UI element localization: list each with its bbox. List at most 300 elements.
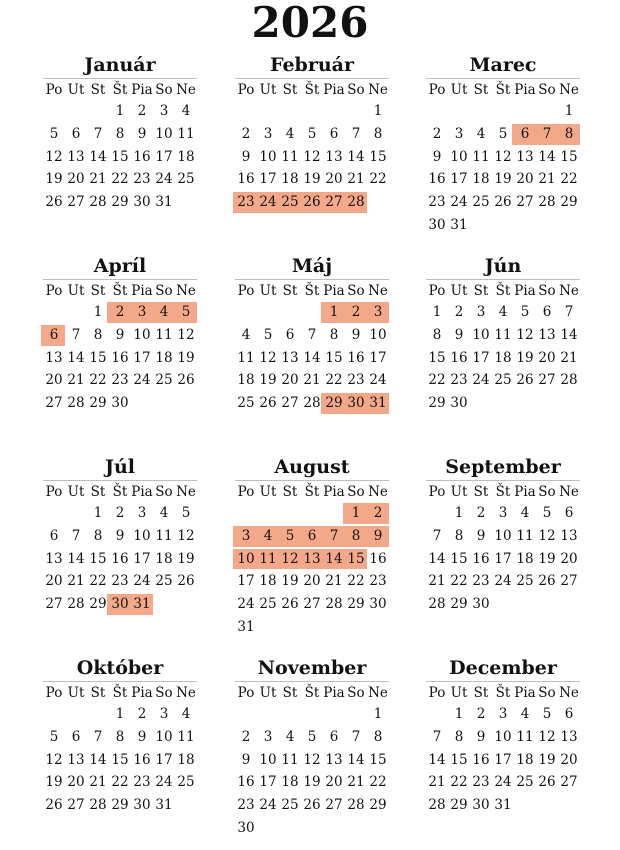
day-cell: 31 bbox=[450, 217, 468, 233]
day-cell: 8 bbox=[432, 326, 442, 343]
day-cell: 11 bbox=[516, 728, 534, 745]
day-cell: 15 bbox=[560, 148, 578, 165]
day-cell-highlighted: 4 bbox=[159, 304, 169, 320]
weekday-label: So bbox=[155, 484, 173, 500]
month-name: Október bbox=[76, 657, 164, 679]
day-cell: 23 bbox=[237, 797, 255, 814]
day-cell: 2 bbox=[137, 706, 147, 722]
day-cell: 10 bbox=[450, 148, 468, 165]
day-cell: 10 bbox=[472, 326, 490, 343]
day-cell: 25 bbox=[259, 596, 277, 613]
day-cell: 11 bbox=[281, 148, 299, 165]
day-cell: 26 bbox=[45, 194, 63, 211]
day-cell: 17 bbox=[237, 573, 255, 590]
day-cell: 9 bbox=[137, 728, 147, 745]
day-cell: 20 bbox=[538, 349, 556, 366]
weekday-label: Ut bbox=[259, 82, 277, 98]
month-divider bbox=[43, 78, 197, 79]
day-cell: 30 bbox=[428, 217, 446, 233]
day-cell: 31 bbox=[155, 194, 173, 211]
weekday-header bbox=[426, 683, 580, 703]
day-cell: 22 bbox=[428, 372, 446, 389]
weekday-label: Št bbox=[495, 484, 511, 500]
day-cell: 14 bbox=[67, 349, 85, 366]
day-cell: 24 bbox=[155, 774, 173, 791]
day-cell: 25 bbox=[155, 573, 173, 590]
day-cell: 22 bbox=[111, 774, 129, 791]
weekday-label: Po bbox=[237, 283, 255, 299]
day-cell: 6 bbox=[542, 304, 552, 320]
day-cell: 5 bbox=[307, 728, 317, 745]
weekday-label: Po bbox=[237, 82, 255, 98]
day-cell: 17 bbox=[259, 774, 277, 791]
day-cell: 16 bbox=[133, 148, 151, 165]
day-cell: 2 bbox=[241, 728, 251, 745]
day-cell: 2 bbox=[137, 103, 147, 119]
day-cell-highlighted: 30 bbox=[347, 395, 365, 412]
day-cell-highlighted: 10 bbox=[237, 550, 255, 567]
weekday-label: Ut bbox=[67, 82, 85, 98]
day-cell: 20 bbox=[516, 171, 534, 188]
day-cell: 3 bbox=[498, 505, 508, 521]
day-cell: 24 bbox=[369, 372, 387, 389]
day-cell: 18 bbox=[494, 349, 512, 366]
day-cell: 15 bbox=[89, 349, 107, 366]
weekday-label: St bbox=[90, 484, 106, 500]
weekday-label: So bbox=[538, 685, 556, 701]
day-cell: 31 bbox=[237, 619, 255, 635]
day-cell: 24 bbox=[472, 372, 490, 389]
day-cell: 4 bbox=[181, 103, 191, 119]
day-cell: 21 bbox=[67, 573, 85, 590]
day-cell: 20 bbox=[67, 774, 85, 791]
day-cell: 12 bbox=[538, 728, 556, 745]
day-cell: 23 bbox=[428, 194, 446, 211]
day-cell: 7 bbox=[432, 527, 442, 544]
day-cell: 6 bbox=[71, 125, 81, 142]
day-cell-highlighted: 8 bbox=[564, 125, 574, 142]
day-cell-highlighted: 2 bbox=[373, 505, 383, 521]
day-cell: 28 bbox=[303, 395, 321, 412]
day-cell: 7 bbox=[71, 326, 81, 343]
day-cell: 3 bbox=[476, 304, 486, 320]
day-cell: 1 bbox=[93, 505, 103, 521]
day-cell: 7 bbox=[351, 728, 361, 745]
weekday-label: Po bbox=[237, 484, 255, 500]
day-cell: 25 bbox=[472, 194, 490, 211]
day-cell: 3 bbox=[159, 706, 169, 722]
day-cell: 19 bbox=[45, 171, 63, 188]
day-cell: 18 bbox=[237, 372, 255, 389]
weekday-label: Po bbox=[428, 484, 446, 500]
day-cell: 13 bbox=[45, 550, 63, 567]
month-divider bbox=[235, 480, 389, 481]
day-cell: 28 bbox=[560, 372, 578, 389]
day-cell: 30 bbox=[133, 194, 151, 211]
day-cell: 9 bbox=[115, 527, 125, 544]
day-cell: 18 bbox=[516, 550, 534, 567]
day-cell: 9 bbox=[137, 125, 147, 142]
day-cell: 29 bbox=[347, 596, 365, 613]
weekday-label: Ut bbox=[450, 685, 468, 701]
day-cell-highlighted: 29 bbox=[325, 395, 343, 412]
month-name: September bbox=[445, 456, 561, 478]
month-name: December bbox=[449, 657, 557, 679]
month-3 bbox=[43, 253, 197, 412]
day-cell: 26 bbox=[281, 596, 299, 613]
day-cell-highlighted: 24 bbox=[259, 194, 277, 211]
day-cell-highlighted: 23 bbox=[237, 194, 255, 211]
day-cell: 12 bbox=[538, 527, 556, 544]
weekday-label: Po bbox=[428, 685, 446, 701]
day-cell: 21 bbox=[89, 774, 107, 791]
weekday-label: Pia bbox=[323, 484, 345, 500]
day-cell: 15 bbox=[428, 349, 446, 366]
day-cell: 20 bbox=[325, 171, 343, 188]
day-cell: 18 bbox=[155, 349, 173, 366]
month-divider bbox=[43, 279, 197, 280]
day-cell: 16 bbox=[369, 550, 387, 567]
day-cell: 19 bbox=[516, 349, 534, 366]
day-cell: 6 bbox=[71, 728, 81, 745]
weekday-label: So bbox=[347, 283, 365, 299]
day-cell: 9 bbox=[351, 326, 361, 343]
day-cell: 13 bbox=[45, 349, 63, 366]
day-cell: 25 bbox=[516, 774, 534, 791]
day-cell: 29 bbox=[111, 194, 129, 211]
day-cell: 22 bbox=[560, 171, 578, 188]
month-name: Júl bbox=[104, 456, 136, 478]
day-cell: 1 bbox=[93, 304, 103, 320]
weekday-label: Po bbox=[45, 283, 63, 299]
day-cell: 3 bbox=[137, 505, 147, 521]
weekday-label: So bbox=[155, 82, 173, 98]
day-cell: 13 bbox=[325, 751, 343, 768]
weekday-label: Ne bbox=[368, 484, 388, 500]
weekday-label: Pia bbox=[131, 82, 153, 98]
day-cell: 23 bbox=[133, 171, 151, 188]
day-cell: 12 bbox=[303, 148, 321, 165]
day-cell: 19 bbox=[303, 171, 321, 188]
day-cell: 27 bbox=[67, 797, 85, 814]
day-cell-highlighted: 15 bbox=[347, 550, 365, 567]
day-cell: 21 bbox=[89, 171, 107, 188]
weekday-label: Po bbox=[237, 685, 255, 701]
day-cell: 15 bbox=[369, 751, 387, 768]
day-cell: 29 bbox=[89, 395, 107, 412]
day-cell: 3 bbox=[263, 125, 273, 142]
day-cell: 27 bbox=[325, 797, 343, 814]
month-9 bbox=[43, 655, 197, 814]
day-cell: 9 bbox=[115, 326, 125, 343]
day-cell: 19 bbox=[281, 573, 299, 590]
day-cell-highlighted: 7 bbox=[542, 125, 552, 142]
day-cell: 21 bbox=[428, 774, 446, 791]
day-cell: 13 bbox=[325, 148, 343, 165]
day-cell: 22 bbox=[450, 774, 468, 791]
day-cell: 16 bbox=[237, 171, 255, 188]
day-cell-highlighted: 25 bbox=[281, 194, 299, 211]
month-8 bbox=[426, 454, 580, 613]
weekday-label: Pia bbox=[323, 685, 345, 701]
weekday-label: Pia bbox=[323, 283, 345, 299]
day-cell: 13 bbox=[560, 728, 578, 745]
day-cell: 10 bbox=[494, 728, 512, 745]
day-cell: 20 bbox=[560, 751, 578, 768]
weekday-label: Ne bbox=[368, 685, 388, 701]
weekday-label: St bbox=[90, 82, 106, 98]
day-cell: 8 bbox=[373, 125, 383, 142]
day-cell: 4 bbox=[520, 505, 530, 521]
day-cell-highlighted: 11 bbox=[259, 550, 277, 567]
day-cell: 9 bbox=[454, 326, 464, 343]
weekday-header bbox=[426, 482, 580, 502]
day-cell: 7 bbox=[432, 728, 442, 745]
day-cell: 19 bbox=[177, 550, 195, 567]
month-6 bbox=[43, 454, 197, 613]
weekday-label: Št bbox=[304, 685, 320, 701]
weekday-label: Ut bbox=[67, 283, 85, 299]
month-name: November bbox=[257, 657, 367, 679]
day-cell: 18 bbox=[281, 774, 299, 791]
day-cell: 10 bbox=[133, 326, 151, 343]
day-cell: 22 bbox=[347, 573, 365, 590]
day-cell-highlighted: 9 bbox=[373, 527, 383, 544]
day-cell: 29 bbox=[450, 797, 468, 814]
day-cell: 17 bbox=[259, 171, 277, 188]
weekday-label: Pia bbox=[323, 82, 345, 98]
day-cell: 25 bbox=[237, 395, 255, 412]
month-divider bbox=[43, 681, 197, 682]
day-cell: 28 bbox=[67, 596, 85, 613]
day-cell: 30 bbox=[450, 395, 468, 412]
day-cell: 10 bbox=[259, 148, 277, 165]
day-cell: 23 bbox=[450, 372, 468, 389]
day-cell: 20 bbox=[67, 171, 85, 188]
day-cell: 3 bbox=[159, 103, 169, 119]
day-cell: 19 bbox=[538, 550, 556, 567]
day-cell: 26 bbox=[516, 372, 534, 389]
month-4 bbox=[235, 253, 389, 412]
weekday-header bbox=[43, 482, 197, 502]
month-divider bbox=[426, 681, 580, 682]
weekday-header bbox=[426, 80, 580, 100]
day-cell: 9 bbox=[241, 751, 251, 768]
day-cell: 11 bbox=[472, 148, 490, 165]
day-cell: 16 bbox=[111, 349, 129, 366]
day-cell: 14 bbox=[89, 751, 107, 768]
day-cell-highlighted: 3 bbox=[241, 527, 251, 544]
day-cell-highlighted: 7 bbox=[329, 527, 339, 544]
day-cell: 25 bbox=[281, 797, 299, 814]
day-cell: 3 bbox=[498, 706, 508, 722]
day-cell: 12 bbox=[494, 148, 512, 165]
weekday-label: Št bbox=[112, 685, 128, 701]
weekday-label: Ut bbox=[259, 484, 277, 500]
day-cell: 17 bbox=[133, 349, 151, 366]
day-cell: 12 bbox=[259, 349, 277, 366]
day-cell: 28 bbox=[89, 797, 107, 814]
day-cell: 17 bbox=[369, 349, 387, 366]
weekday-header bbox=[235, 80, 389, 100]
day-cell: 15 bbox=[325, 349, 343, 366]
day-cell: 30 bbox=[472, 596, 490, 613]
day-cell: 6 bbox=[564, 706, 574, 722]
weekday-label: Št bbox=[112, 82, 128, 98]
weekday-header bbox=[426, 281, 580, 301]
day-cell: 20 bbox=[303, 573, 321, 590]
day-cell: 10 bbox=[259, 751, 277, 768]
day-cell-highlighted: 6 bbox=[49, 326, 59, 343]
day-cell: 17 bbox=[133, 550, 151, 567]
day-cell: 5 bbox=[542, 706, 552, 722]
day-cell: 24 bbox=[155, 171, 173, 188]
month-name: Apríl bbox=[93, 255, 147, 277]
day-cell: 11 bbox=[155, 527, 173, 544]
day-cell: 15 bbox=[111, 751, 129, 768]
weekday-header bbox=[235, 683, 389, 703]
day-cell: 4 bbox=[285, 728, 295, 745]
day-cell: 27 bbox=[303, 596, 321, 613]
day-cell: 22 bbox=[450, 573, 468, 590]
weekday-label: St bbox=[282, 484, 298, 500]
day-cell: 12 bbox=[303, 751, 321, 768]
day-cell: 9 bbox=[241, 148, 251, 165]
day-cell: 28 bbox=[89, 194, 107, 211]
day-cell: 21 bbox=[347, 774, 365, 791]
day-cell: 6 bbox=[285, 326, 295, 343]
day-cell: 4 bbox=[520, 706, 530, 722]
day-cell: 6 bbox=[49, 527, 59, 544]
day-cell-highlighted: 30 bbox=[111, 596, 129, 613]
day-cell: 28 bbox=[67, 395, 85, 412]
month-0 bbox=[43, 52, 197, 211]
day-cell: 15 bbox=[369, 148, 387, 165]
day-cell-highlighted: 31 bbox=[133, 596, 151, 613]
weekday-label: Po bbox=[428, 283, 446, 299]
day-cell: 17 bbox=[450, 171, 468, 188]
day-cell: 23 bbox=[111, 372, 129, 389]
day-cell-highlighted: 4 bbox=[263, 527, 273, 544]
day-cell: 28 bbox=[538, 194, 556, 211]
day-cell-highlighted: 3 bbox=[373, 304, 383, 320]
day-cell: 1 bbox=[454, 706, 464, 722]
weekday-label: St bbox=[282, 283, 298, 299]
weekday-label: Št bbox=[112, 484, 128, 500]
day-cell: 17 bbox=[155, 751, 173, 768]
day-cell: 1 bbox=[115, 103, 125, 119]
day-cell: 11 bbox=[281, 751, 299, 768]
weekday-label: So bbox=[155, 685, 173, 701]
day-cell: 30 bbox=[472, 797, 490, 814]
day-cell-highlighted: 27 bbox=[325, 194, 343, 211]
weekday-label: So bbox=[347, 82, 365, 98]
day-cell: 11 bbox=[177, 728, 195, 745]
month-1 bbox=[235, 52, 389, 211]
day-cell: 19 bbox=[259, 372, 277, 389]
day-cell: 11 bbox=[177, 125, 195, 142]
day-cell: 5 bbox=[49, 728, 59, 745]
weekday-label: Ut bbox=[259, 283, 277, 299]
month-name: Máj bbox=[291, 255, 333, 277]
day-cell: 8 bbox=[329, 326, 339, 343]
day-cell: 7 bbox=[351, 125, 361, 142]
day-cell: 6 bbox=[329, 125, 339, 142]
month-divider bbox=[235, 279, 389, 280]
day-cell: 15 bbox=[111, 148, 129, 165]
weekday-label: Pia bbox=[514, 82, 536, 98]
day-cell: 20 bbox=[560, 550, 578, 567]
weekday-label: Pia bbox=[514, 685, 536, 701]
day-cell: 26 bbox=[45, 797, 63, 814]
day-cell: 16 bbox=[450, 349, 468, 366]
day-cell: 27 bbox=[281, 395, 299, 412]
month-5 bbox=[426, 253, 580, 412]
month-divider bbox=[235, 78, 389, 79]
weekday-label: Ut bbox=[67, 685, 85, 701]
day-cell: 13 bbox=[516, 148, 534, 165]
month-divider bbox=[426, 279, 580, 280]
day-cell: 29 bbox=[450, 596, 468, 613]
day-cell: 14 bbox=[89, 148, 107, 165]
day-cell: 8 bbox=[93, 326, 103, 343]
day-cell: 4 bbox=[476, 125, 486, 142]
day-cell: 27 bbox=[67, 194, 85, 211]
weekday-header bbox=[235, 281, 389, 301]
weekday-label: Ne bbox=[368, 82, 388, 98]
day-cell: 21 bbox=[347, 171, 365, 188]
day-cell: 26 bbox=[303, 797, 321, 814]
weekday-label: St bbox=[90, 685, 106, 701]
day-cell: 29 bbox=[111, 797, 129, 814]
day-cell-highlighted: 1 bbox=[329, 304, 339, 320]
weekday-label: Št bbox=[304, 283, 320, 299]
weekday-label: Po bbox=[45, 82, 63, 98]
day-cell: 5 bbox=[263, 326, 273, 343]
day-cell: 21 bbox=[303, 372, 321, 389]
day-cell: 5 bbox=[542, 505, 552, 521]
day-cell-highlighted: 13 bbox=[303, 550, 321, 567]
weekday-label: St bbox=[473, 685, 489, 701]
weekday-label: St bbox=[282, 82, 298, 98]
weekday-label: Ut bbox=[259, 685, 277, 701]
weekday-label: Ne bbox=[176, 685, 196, 701]
day-cell: 28 bbox=[428, 797, 446, 814]
day-cell: 24 bbox=[494, 774, 512, 791]
day-cell: 28 bbox=[325, 596, 343, 613]
day-cell: 25 bbox=[516, 573, 534, 590]
day-cell: 10 bbox=[369, 326, 387, 343]
day-cell: 28 bbox=[347, 797, 365, 814]
day-cell: 16 bbox=[237, 774, 255, 791]
month-name: Marec bbox=[469, 54, 537, 76]
month-divider bbox=[235, 681, 389, 682]
day-cell: 12 bbox=[45, 148, 63, 165]
day-cell: 8 bbox=[373, 728, 383, 745]
weekday-label: St bbox=[473, 484, 489, 500]
weekday-label: Pia bbox=[131, 685, 153, 701]
day-cell: 16 bbox=[133, 751, 151, 768]
weekday-label: So bbox=[538, 82, 556, 98]
day-cell: 5 bbox=[498, 125, 508, 142]
day-cell: 12 bbox=[45, 751, 63, 768]
day-cell: 9 bbox=[476, 527, 486, 544]
day-cell: 24 bbox=[450, 194, 468, 211]
day-cell: 7 bbox=[93, 728, 103, 745]
weekday-label: So bbox=[347, 484, 365, 500]
day-cell: 14 bbox=[560, 326, 578, 343]
day-cell: 4 bbox=[181, 706, 191, 722]
